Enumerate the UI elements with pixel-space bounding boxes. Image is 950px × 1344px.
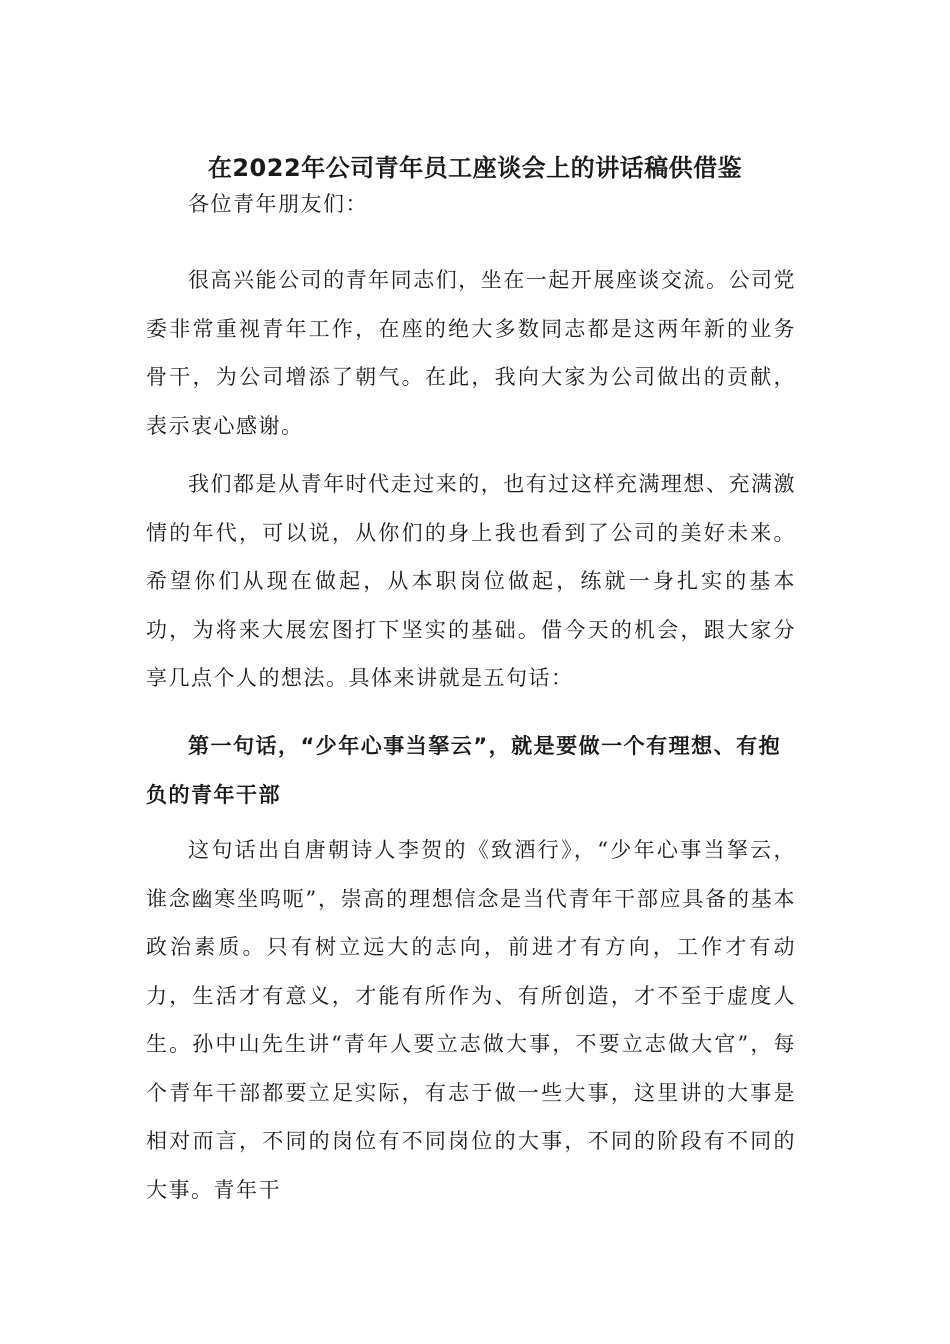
document-title: 在2022年公司青年员工座谈会上的讲话稿供借鉴 — [207, 154, 743, 182]
paragraph-1-block — [146, 256, 796, 450]
paragraph-2-block — [146, 460, 796, 703]
section-paragraph: 这句话出自唐朝诗人李贺的《致酒行》，“少年心事当拏云，谁念幽寒坐呜呃”，崇高的理想信念是当代青年干部应具备的基本政治素质。只有树立远大的志向，前进才有方向，工作才有动力，生活才有意义，才能有所作为、有所创造，才不至于虚度人生。孙中山先生讲“青年人要立志做大事，不要立志做大官”，每个青年干部都要立足实际，有志于做一些大事，这里讲的大事是相对而言，不同的岗位有不同岗位的大事，不同的阶段有不同的大事。青年干 — [146, 838, 796, 1202]
paragraph-1: 很高兴能公司的青年同志们，坐在一起开展座谈交流。公司党委非常重视青年工作，在座的绝大多数同志都是这两年新的业务骨干，为公司增添了朝气。在此，我向大家为公司做出的贡献，表示衷心感谢。 — [146, 268, 796, 438]
salutation-block — [146, 180, 796, 229]
paragraph-2: 我们都是从青年时代走过来的，也有过这样充满理想、充满激情的年代，可以说，从你们的身上我也看到了公司的美好未来。希望你们从现在做起，从本职岗位做起，练就一身扎实的基本功，为将来大展宏图打下坚实的基础。借今天的机会，跟大家分享几点个人的想法。具体来讲就是五句话： — [146, 472, 796, 690]
section-heading-block — [146, 722, 796, 819]
section-heading: 第一句话，“少年心事当拏云”，就是要做一个有理想、有抱负的青年干部 — [146, 734, 782, 807]
section-paragraph-block — [146, 826, 796, 1214]
salutation: 各位青年朋友们： — [188, 192, 368, 216]
